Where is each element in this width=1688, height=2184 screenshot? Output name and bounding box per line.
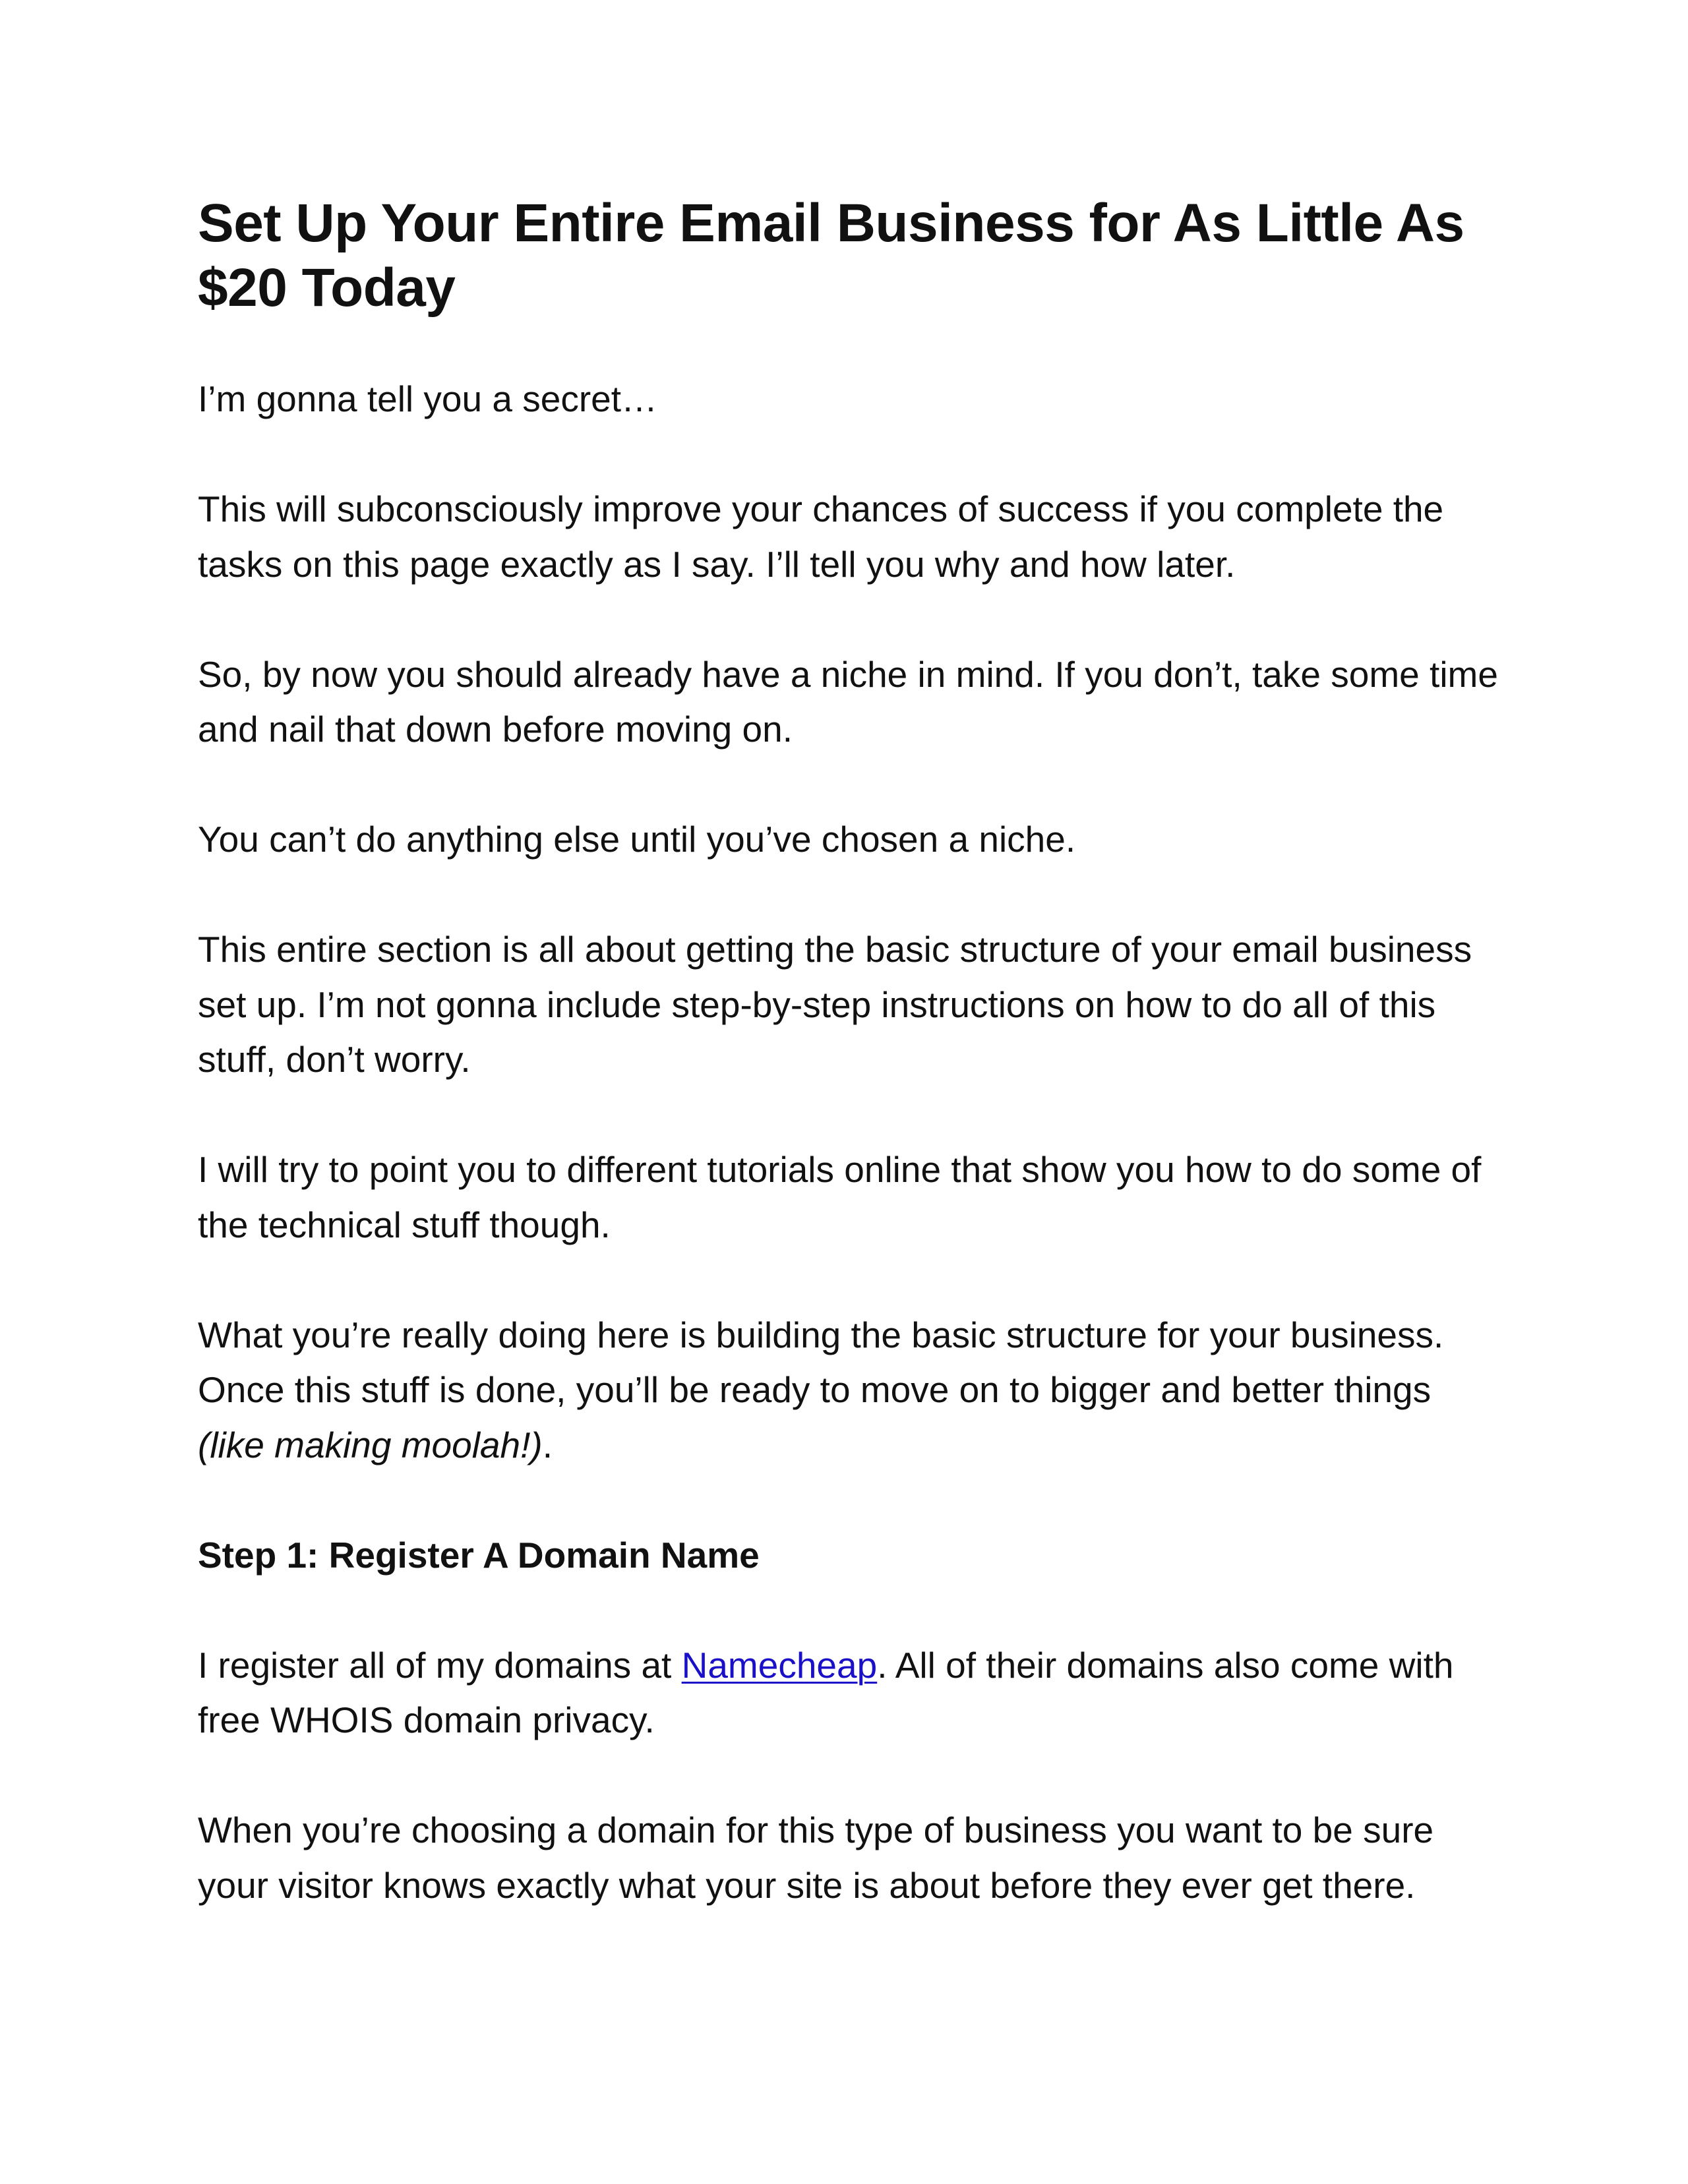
page-title: Set Up Your Entire Email Business for As Little As $20 Today	[198, 193, 1464, 318]
paragraph-subconscious: This will subconsciously improve your chances of success if you complete the tasks on this page exactly as I say. I’ll tell you why and how later.	[198, 488, 1444, 585]
namecheap-link[interactable]: Namecheap	[681, 1644, 878, 1686]
document-page	[198, 191, 1503, 1913]
paragraph-structure-italic: (like making moolah!)	[198, 1424, 543, 1465]
paragraph-secret: I’m gonna tell you a secret…	[198, 378, 658, 419]
paragraph-choosing-domain: When you’re choosing a domain for this type of business you want to be sure your visitor knows exactly what your site is about before they ever get there.	[198, 1810, 1434, 1906]
step-1-heading: Step 1: Register A Domain Name	[198, 1534, 760, 1576]
paragraph-tutorials: I will try to point you to different tutorials online that show you how to do some of the technical stuff though.	[198, 1149, 1482, 1245]
paragraph-choose-niche: You can’t do anything else until you’ve chosen a niche.	[198, 819, 1076, 860]
paragraph-section-overview: This entire section is all about getting the basic structure of your email business set up. I’m not gonna include step-by-step instructions on how to do all of this stuff, don’t worry.	[198, 929, 1472, 1080]
paragraph-structure-end: .	[542, 1424, 553, 1465]
paragraph-namecheap-text: I register all of my domains at	[198, 1644, 682, 1686]
paragraph-namecheap-end: . All of their domains also come with free WHOIS domain privacy.	[198, 1644, 1454, 1740]
paragraph-structure	[198, 1308, 1503, 1473]
paragraph-niche: So, by now you should already have a niche in mind. If you don’t, take some time and nail that down before moving on.	[198, 653, 1498, 750]
paragraph-namecheap	[198, 1638, 1503, 1748]
paragraph-structure-text: What you’re really doing here is building the basic structure for your business. Once this stuff is done, you’ll be ready to move on to bigger and better things	[198, 1314, 1444, 1410]
